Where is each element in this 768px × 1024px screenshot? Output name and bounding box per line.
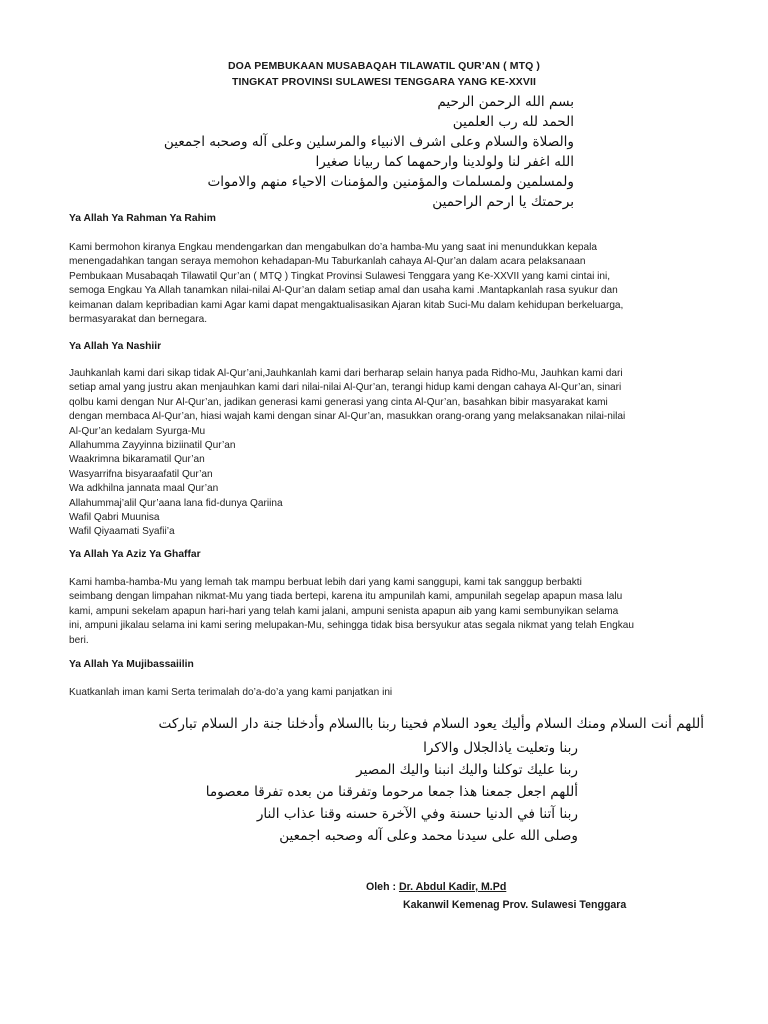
closing-arabic-line: ربنا آتنا في الدنيا حسنة وفي الآخرة حسنه وقنا عذاب النار xyxy=(256,806,578,822)
paragraph-line: beri. xyxy=(69,634,89,646)
paragraph-line: Jauhkanlah kami dari sikap tidak Al-Qur’ani,Jauhkanlah kami dari berharap selain hanya pada Ridho-Mu, Jauhkan kami dari xyxy=(69,368,623,379)
paragraph-line: semoga Engkau Ya Allah tanamkan nilai-nilai Al-Qur’an dalam setiap amal dan usaha kami .Mantapkanlah rasa syukur dan xyxy=(69,285,618,297)
section-heading-aziz: Ya Allah Ya Aziz Ya Ghaffar xyxy=(69,549,201,560)
opening-arabic-line: برحمتك يا ارحم الراحمين xyxy=(432,194,574,210)
prayer-line: Allahummaj’alil Qur’aana lana fid-dunya Qariina xyxy=(69,497,283,509)
closing-arabic-line: أللهم أنت السلام ومنك السلام وأليك يعود السلام فحينا ربنا باالسلام وأدخلنا جنة دار السلام تباركت xyxy=(158,716,704,732)
prayer-line: Wa adkhilna jannata maal Qur’an xyxy=(69,483,219,495)
opening-arabic-line: الحمد لله رب العلمين xyxy=(452,114,574,130)
closing-arabic-line: ربنا عليك توكلنا واليك انبنا واليك المصير xyxy=(356,762,578,778)
prayer-line: Wafil Qabri Muunisa xyxy=(69,512,160,524)
section-paragraph-rahman xyxy=(69,241,701,327)
paragraph-line: Al-Qur’an kedalam Syurga-Mu xyxy=(69,425,206,437)
section-heading-nashiir: Ya Allah Ya Nashiir xyxy=(69,341,162,352)
document-title-line-1: DOA PEMBUKAAN MUSABAQAH TILAWATIL QUR’AN ( MTQ ) xyxy=(227,60,540,72)
signature-position: Kakanwil Kemenag Prov. Sulawesi Tenggara xyxy=(403,899,627,911)
section-paragraph-nashiir xyxy=(69,367,701,540)
opening-arabic-line: الله اغفر لنا ولولدينا وارحمهما كما ربيانا صغيرا xyxy=(315,154,574,170)
paragraph-line: menengadahkan tangan seraya memohon kehadapan-Mu Taburkanlah cahaya Al-Qur’an dalam acara pelaksanaan xyxy=(69,256,586,268)
paragraph-line: qolbu kami dengan Nur Al-Qur’an, jadikan generasi kami generasi yang cinta Al-Qur’an, basahkan bibir masyarakat kami xyxy=(69,396,608,408)
section-heading-mujibassaiilin: Ya Allah Ya Mujibassaiilin xyxy=(69,659,194,670)
prayer-line: Allahumma Zayyinna biziinatil Qur’an xyxy=(69,440,236,452)
section-paragraph-aziz xyxy=(69,576,701,648)
opening-arabic-line: والصلاة والسلام وعلى اشرف الانبياء والمرسلين وعلى آله وصحبه اجمعين xyxy=(163,134,574,150)
paragraph-line: setiap amal yang justru akan menjauhkan kami dari nilai-nilai Al-Qur’an, terangi hidup kami dengan cahaya Al-Qur’an, sinari xyxy=(69,382,622,394)
paragraph-line: keimanan dalam kepribadian kami Agar kami dapat mengaktualisasikan Ajaran kitab Suci-Mu dalam kehidupan berkeluarga, xyxy=(69,299,624,311)
closing-arabic-line: أللهم اجعل جمعنا هذا جمعا مرحوما وتفرقنا من بعده تفرقا معصوما xyxy=(205,784,578,800)
closing-arabic-line: ربنا وتعليت ياذالجلال والاكرا xyxy=(423,740,578,756)
section-paragraph-mujibassaiilin xyxy=(69,686,701,700)
paragraph-line: Kami hamba-hamba-Mu yang lemah tak mampu berbuat lebih dari yang kami sanggupi, kami tak sanggup berbakti xyxy=(69,577,582,588)
paragraph-line: bermasyarakat dan bernegara. xyxy=(69,314,208,326)
opening-arabic-line: بسم الله الرحمن الرحيم xyxy=(437,94,574,110)
paragraph-line: Kami bermohon kiranya Engkau mendengarkan dan mengabulkan do’a hamba-Mu yang saat ini menundukkan kepala xyxy=(69,242,598,253)
paragraph-line: ini, ampuni jikalau selama ini kami sering melupakan-Mu, sehingga tidak bisa bersyukur atas segala nikmat yang telah Engkau xyxy=(69,620,634,632)
section-heading-rahman: Ya Allah Ya Rahman Ya Rahim xyxy=(69,213,216,224)
closing-arabic-line: وصلى الله على سيدنا محمد وعلى آله وصحبه اجمعين xyxy=(279,828,578,844)
signature-prefix: Oleh : xyxy=(366,881,399,893)
signature-author xyxy=(366,881,506,893)
paragraph-line: seimbang dengan limpahan nikmat-Mu yang tiada bertepi, karena itu ampunilah kami, ampunilah segelap apapun masa lalu xyxy=(69,591,623,603)
prayer-line: Waakrimna bikaramatil Qur’an xyxy=(69,454,205,466)
paragraph-line: kami, ampuni sekelam apapun hari-hari yang telah kami jalani, ampuni senista apapun aib yang kami sembunyikan selama xyxy=(69,605,619,617)
signature-name: Dr. Abdul Kadir, M.Pd xyxy=(398,881,507,893)
paragraph-line: Kuatkanlah iman kami Serta terimalah do’a-do’a yang kami panjatkan ini xyxy=(69,687,393,698)
prayer-line: Wasyarrifna bisyaraafatil Qur’an xyxy=(69,468,213,480)
opening-arabic-line: ولمسلمين ولمسلمات والمؤمنين والمؤمنات الاحياء منهم والاموات xyxy=(207,174,574,190)
paragraph-line: Pembukaan Musabaqah Tilawatil Qur’an ( MTQ ) Tingkat Provinsi Sulawesi Tenggara yang Ke-XXVII yang kami cintai ini, xyxy=(69,270,611,282)
prayer-line: Wafil Qiyaamati Syafii’a xyxy=(69,526,175,538)
document-title-line-2: TINGKAT PROVINSI SULAWESI TENGGARA YANG KE-XXVII xyxy=(231,76,537,88)
paragraph-line: dengan membaca Al-Qur’an, hiasi wajah kami dengan sinar Al-Qur’an, masukkan orang-orang yang melaksanakan nilai-nilai xyxy=(69,411,626,423)
